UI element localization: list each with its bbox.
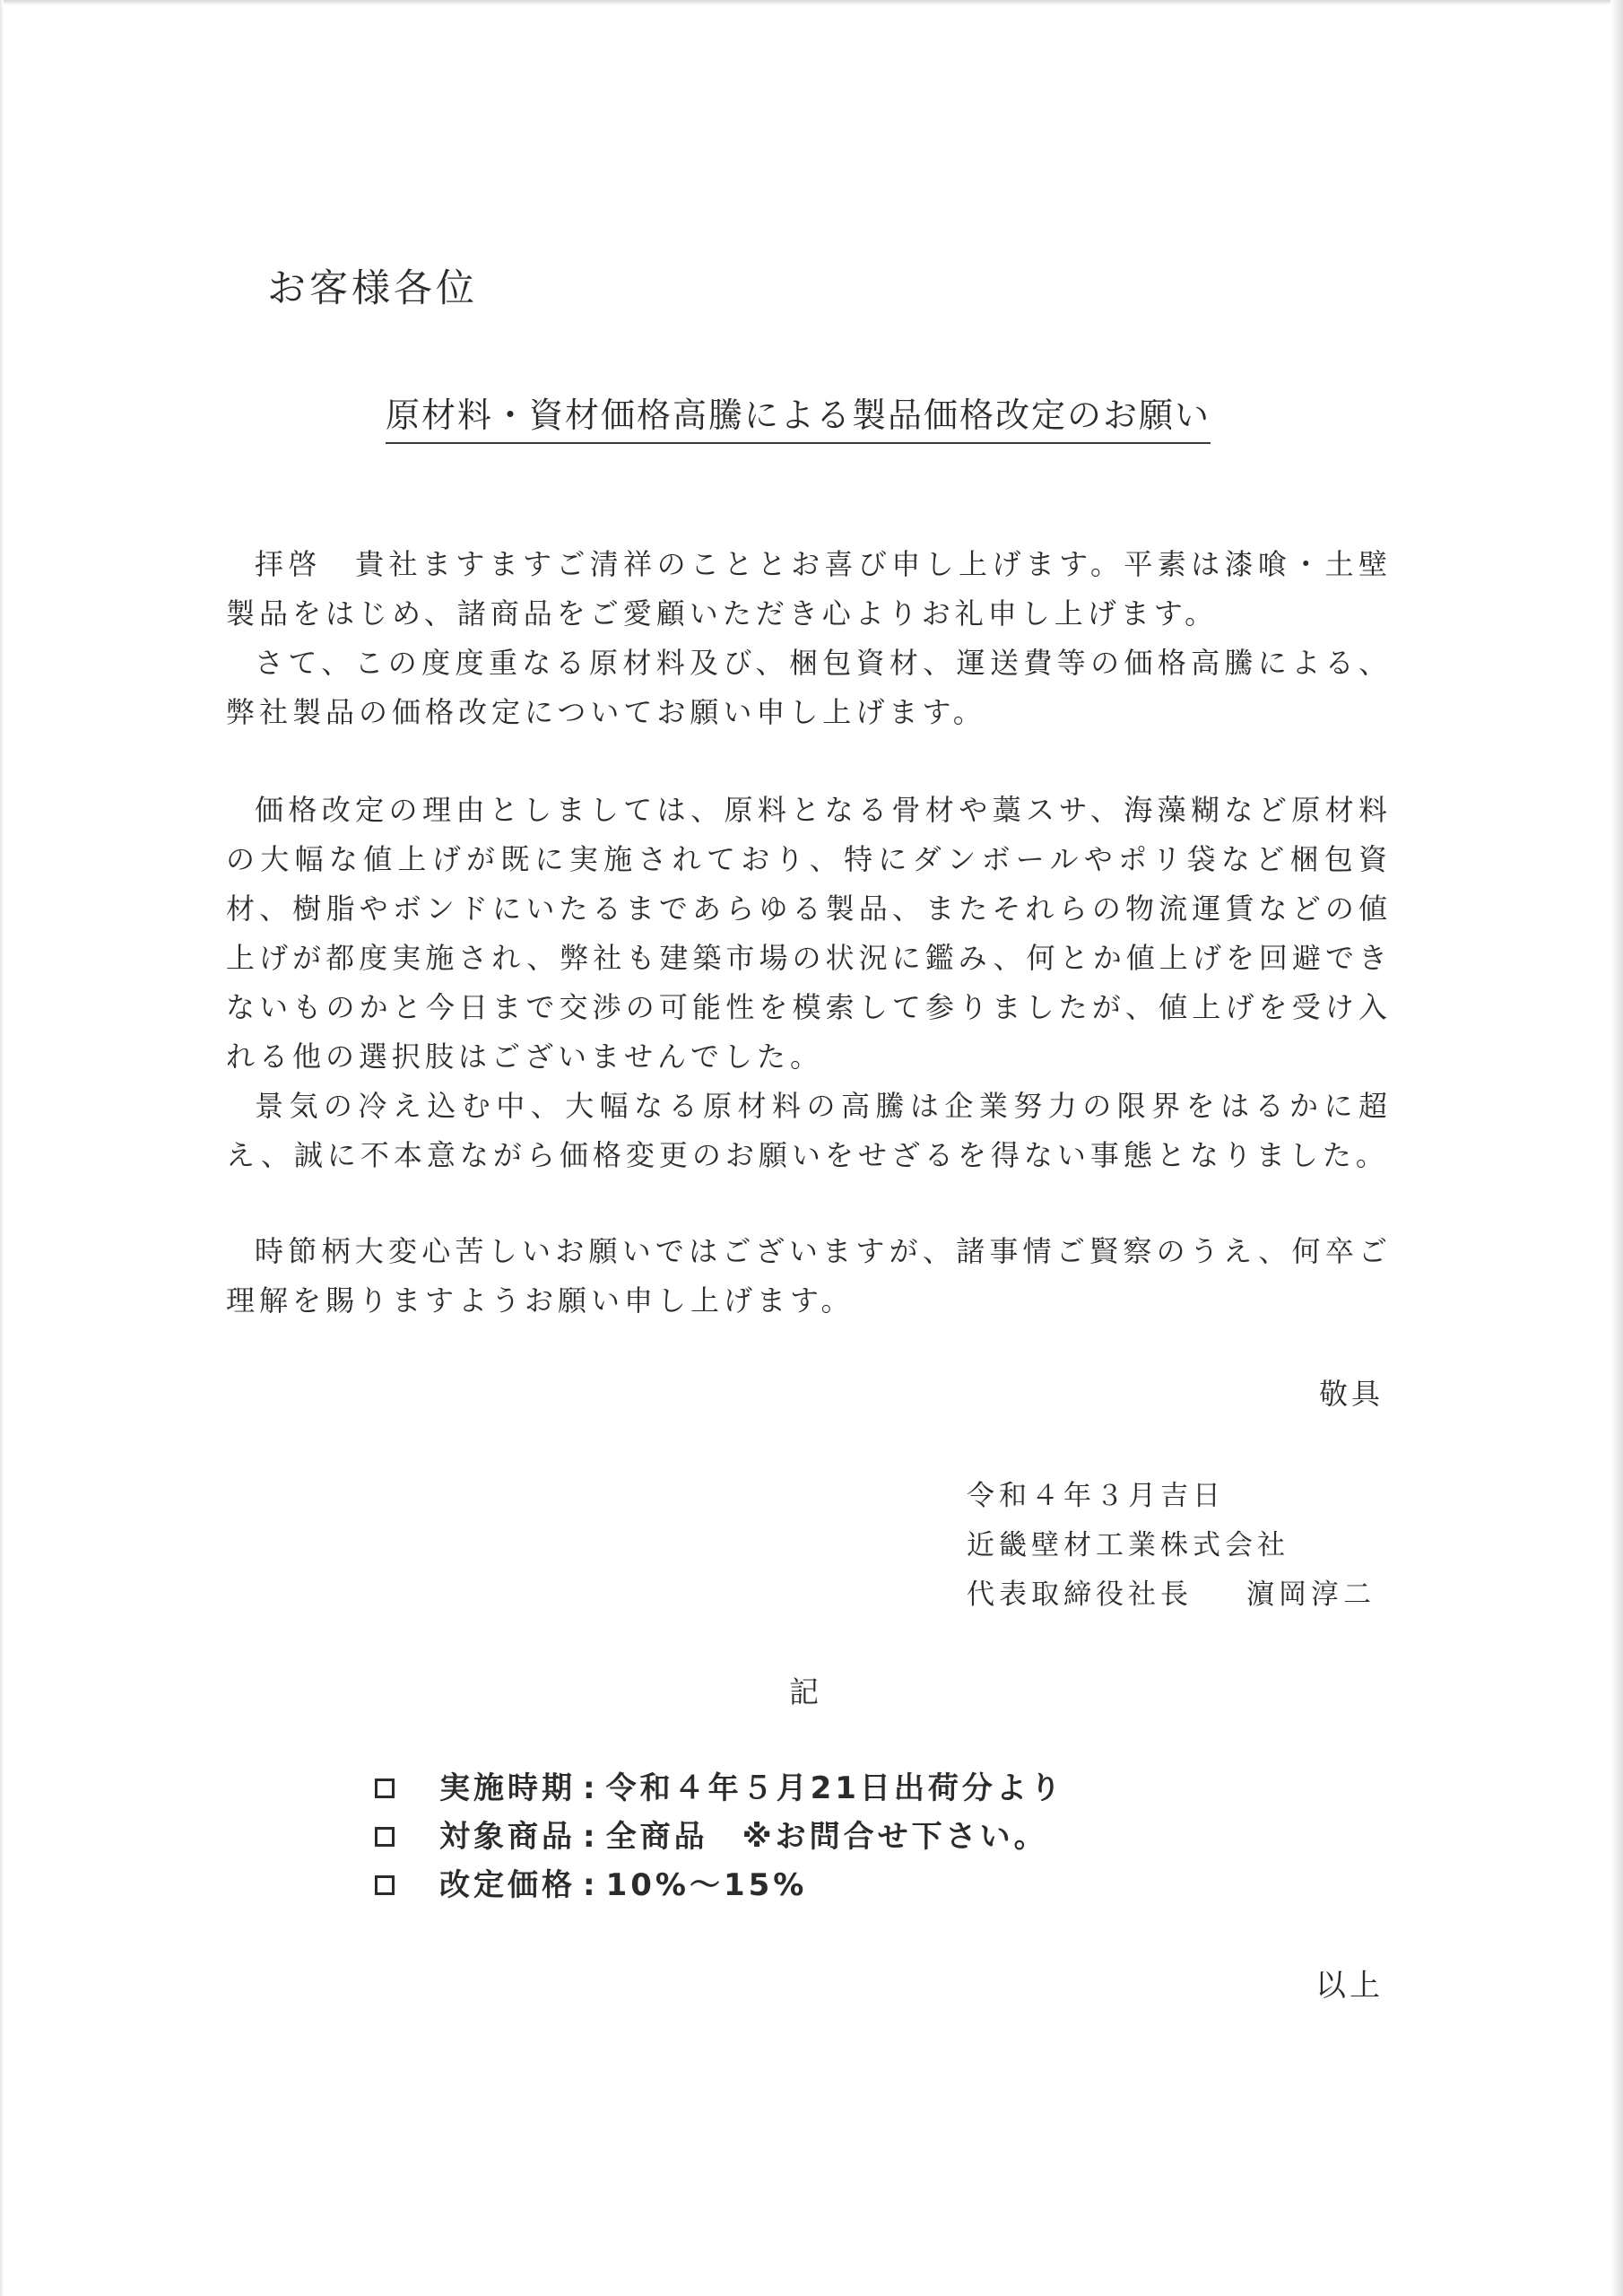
details-list	[375, 1764, 1064, 1909]
list-item	[375, 1861, 1064, 1909]
representative	[967, 1570, 1376, 1620]
ki-heading: 記	[789, 1674, 819, 1709]
scan-edge-left	[0, 0, 4, 2296]
sender-block	[967, 1472, 1376, 1620]
paragraph-announcement: さて、この度度重なる原材料及び、梱包資材、運送費等の価格高騰による、弊社製品の価格改定についてお願い申し上げます。	[226, 646, 1392, 729]
representative-title: 代表取締役社長	[967, 1578, 1193, 1611]
item-value: 全商品 ※お問合せ下さい。	[605, 1819, 1048, 1855]
scan-edge-right	[1610, 0, 1623, 2296]
scan-edge-top	[0, 0, 1623, 5]
paragraph-greeting: 拝啓 貴社ますますご清祥のこととお喜び申し上げます。平素は漆喰・土壁製品をはじめ、諸商品をご愛顧いただき心よりお礼申し上げます。	[226, 547, 1392, 631]
checkbox-icon	[375, 1875, 395, 1895]
end-mark: 以上	[1315, 1968, 1384, 2004]
item-separator: :	[583, 1770, 599, 1806]
paragraph-situation: 景気の冷え込む中、大幅なる原材料の高騰は企業努力の限界をはるかに超え、誠に不本意ながら価格変更のお願いをせざるを得ない事態となりました。	[226, 1089, 1392, 1172]
item-separator: :	[583, 1867, 599, 1903]
issue-date: 令和４年３月吉日	[967, 1480, 1225, 1512]
item-label: 対象商品	[439, 1819, 576, 1855]
list-item	[375, 1764, 1064, 1813]
closing-keigu: 敬具	[1318, 1377, 1384, 1411]
item-value: 10%～15%	[605, 1867, 808, 1903]
paragraph-reason: 価格改定の理由としましては、原料となる骨材や藁スサ、海藻糊など原材料の大幅な値上げが既に実施されており、特にダンボールやポリ袋など梱包資材、樹脂やボンドにいたるまであらゆる製品、またそれらの物流運賃などの値上げが都度実施され、弊社も建築市場の状況に鑑み、何とか値上げを回避できないものかと今日まで交渉の可能性を模索して参りましたが、値上げを受け入れる他の選択肢はございませんでした。	[226, 793, 1392, 1074]
paragraph-request: 時節柄大変心苦しいお願いではございますが、諸事情ご賢察のうえ、何卒ご理解を賜りますようお願い申し上げます。	[226, 1234, 1392, 1318]
item-label: 実施時期	[439, 1770, 576, 1806]
greeting-section	[226, 540, 1392, 737]
request-section	[226, 1227, 1392, 1326]
representative-name: 濵岡淳二	[1246, 1578, 1376, 1611]
checkbox-icon	[375, 1827, 395, 1847]
document-title: 原材料・資材価格高騰による製品価格改定のお願い	[386, 390, 1211, 444]
item-label: 改定価格	[439, 1867, 576, 1903]
checkbox-icon	[375, 1779, 395, 1798]
item-value: 令和４年５月21日出荷分より	[605, 1770, 1064, 1806]
list-item	[375, 1813, 1064, 1861]
reason-section	[226, 786, 1392, 1180]
item-separator: :	[583, 1819, 599, 1855]
addressee: お客様各位	[267, 266, 478, 311]
company-name: 近畿壁材工業株式会社	[967, 1529, 1289, 1561]
